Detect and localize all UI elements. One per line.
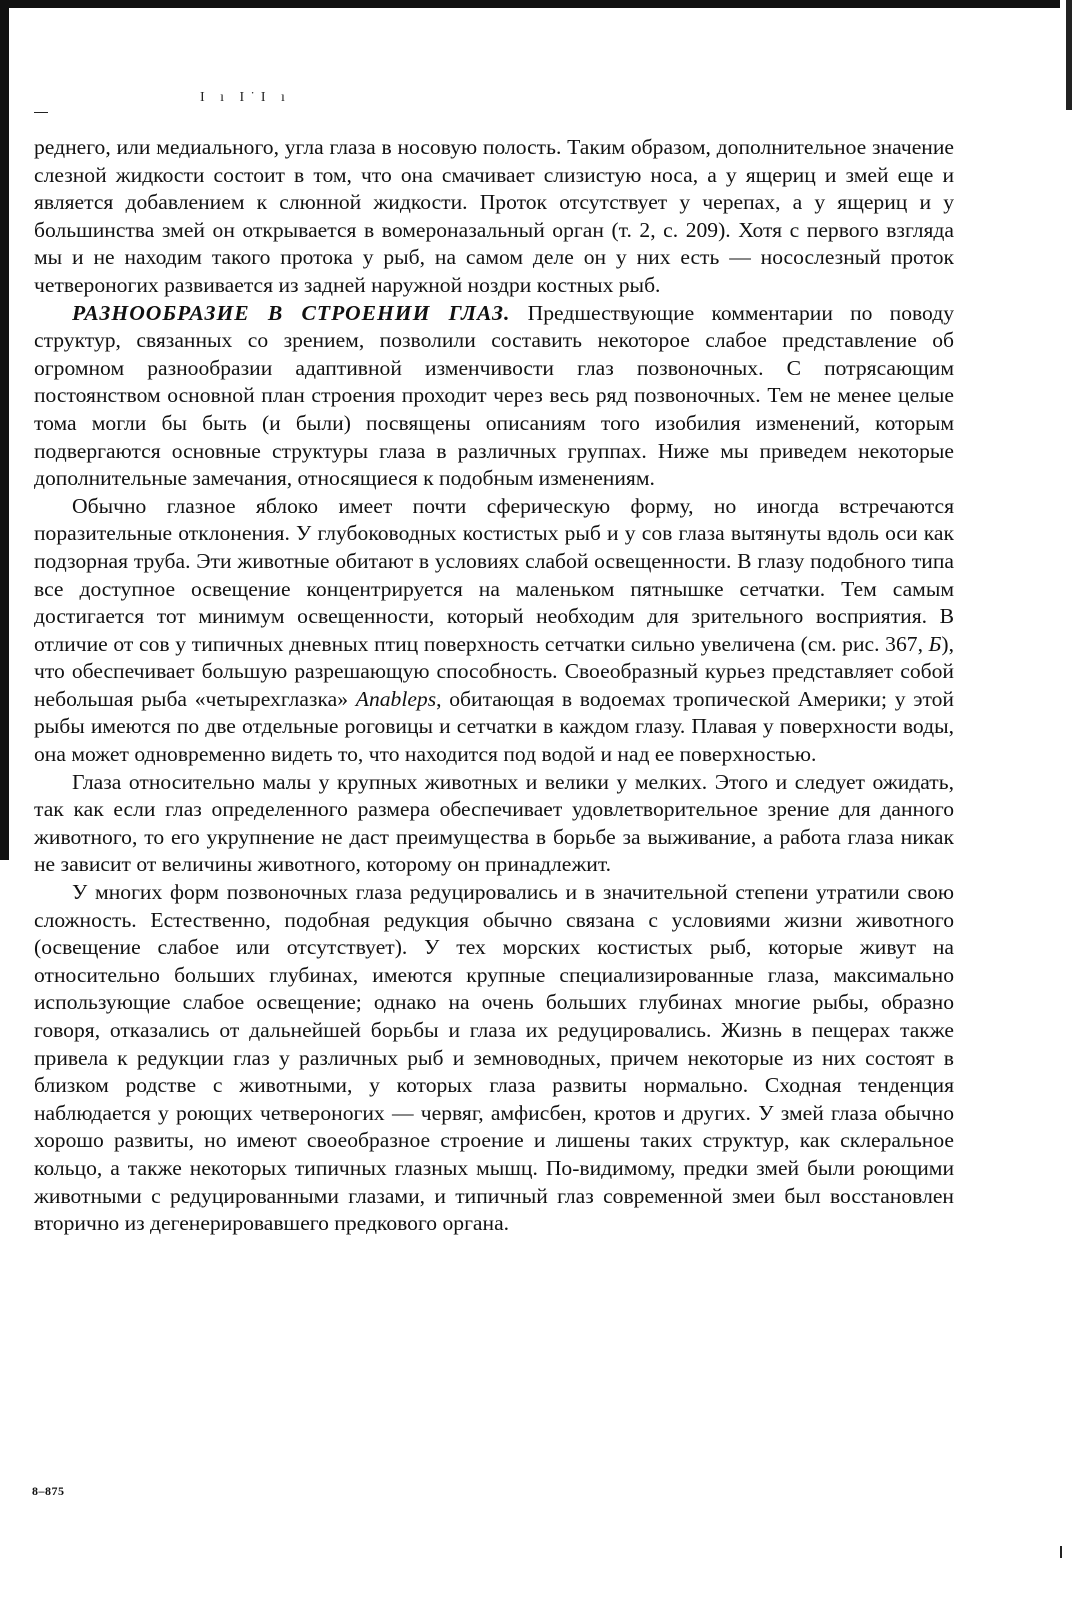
figure-ref-italic: Б [928, 631, 942, 656]
scan-border-top [0, 0, 1060, 8]
signature-folio: 8–875 [32, 1484, 65, 1498]
paragraph-1: реднего, или медиального, угла глаза в носовую полость. Таким образом, дополнительное значение слезной жидкости состоит в том, что она смачивает слизистую носа, а у ящериц и змей еще и является добавлением к слюнной жидкости. Проток отсутствует у черепах, а у ящериц и у большинства змей он открывается в вомероназальный орган (т. 2, с. 209). Хотя с первого взгляда мы и не находим такого протока у рыб, на самом деле он у них есть — носослезный проток четвероногих развивается из задней наружной ноздри костных рыб. [34, 135, 954, 297]
paragraph-3-text-e: , обитающая в водоемах тропической Америки; у этой рыбы имеются по две отдельные роговицы и сетчатки в каждом глазу. Плавая у поверхности воды, она может одновременно видеть то, что находится под водой и над ее поверхностью. [34, 686, 954, 767]
paragraph-5: У многих форм позвоночных глаза редуцировались и в значительной степени утратили свою сложность. Естественно, подобная редукция обычно связана с условиями жизни животного (освещение слабое или отсутствует). У тех морских костистых рыб, которые живут на относительно больших глубинах, имеются крупные специализированные глаза, максимально использующие слабое освещение; однако на очень больших глубинах многие рыбы, образно говоря, отказались от дальнейшей борьбы и глаза их редуцировались. Жизнь в пещерах также привела к редукции глаз у различных рыб и земноводных, причем некоторые из них состоят в близком родстве с животными, у которых глаза развиты нормально. Сходная тенденция наблюдается у роющих четвероногих — червяг, амфисбен, кротов и других. У змей глаза обычно хорошо развиты, но имеют своеобразное строение и лишены таких структур, как склеральное кольцо, а также некоторых типичных глазных мышц. По-видимому, предки змей были роющими животными с редуцированными глазами, и типичный глаз современной змеи был восстановлен вторично из дегенерировавшего предкового органа. [34, 880, 954, 1236]
scan-border-left [0, 0, 9, 860]
header-dash [34, 112, 48, 113]
section-heading: РАЗНООБРАЗИЕ В СТРОЕНИИ ГЛАЗ. [72, 300, 511, 325]
scan-border-right [1066, 0, 1072, 110]
genus-name-italic: Anableps [355, 686, 437, 711]
paragraph-2 [34, 300, 954, 493]
paragraph-3-text-a: Обычно глазное яблоко имеет почти сферическую форму, но иногда встречаются поразительные отклонения. У глубоководных костистых рыб и у сов глаза вытянуты вдоль оси как подзорная труба. Эти животные обитают в условиях слабой освещенности. В глазу подобного типа все доступное освещение концентрируется на маленьком пятнышке сетчатки. Тем самым достигается тот минимум освещенности, который необходим для зрительного восприятия. В отличие от сов у типичных дневных птиц поверхность сетчатки сильно увеличена (см. рис. 367, [34, 493, 954, 656]
paragraph-3 [34, 493, 954, 769]
page-body-text [34, 134, 954, 1238]
running-header-marks: I ı I˙I ı [200, 90, 291, 105]
edge-mark [1060, 1546, 1062, 1558]
paragraph-2-text: Предшествующие комментарии по поводу структур, связанных со зрением, позволили составить некоторое слабое представление об огромном разнообразии адаптивной изменчивости глаз позвоночных. С потрясающим постоянством основной план строения проходит через весь ряд позвоночных. Тем не менее целые тома могли бы быть (и были) посвящены описаниям того изобилия изменений, которым подвергаются основные структуры глаза в различных группах. Ниже мы приведем некоторые дополнительные замечания, относящиеся к подобным изменениям. [34, 300, 954, 491]
paragraph-4: Глаза относительно малы у крупных животных и велики у мелких. Этого и следует ожидать, так как если глаз определенного размера обеспечивает удовлетворительное зрение для данного животного, то его укрупнение не даст преимущества в борьбе за выживание, а работа глаза никак не зависит от величины животного, которому он принадлежит. [34, 769, 954, 877]
paragraph-3-text-c: ), что обеспечивает большую разрешающую способность. Своеобразный курьез представляет собой небольшая рыба «четырехглазка» [34, 631, 954, 711]
